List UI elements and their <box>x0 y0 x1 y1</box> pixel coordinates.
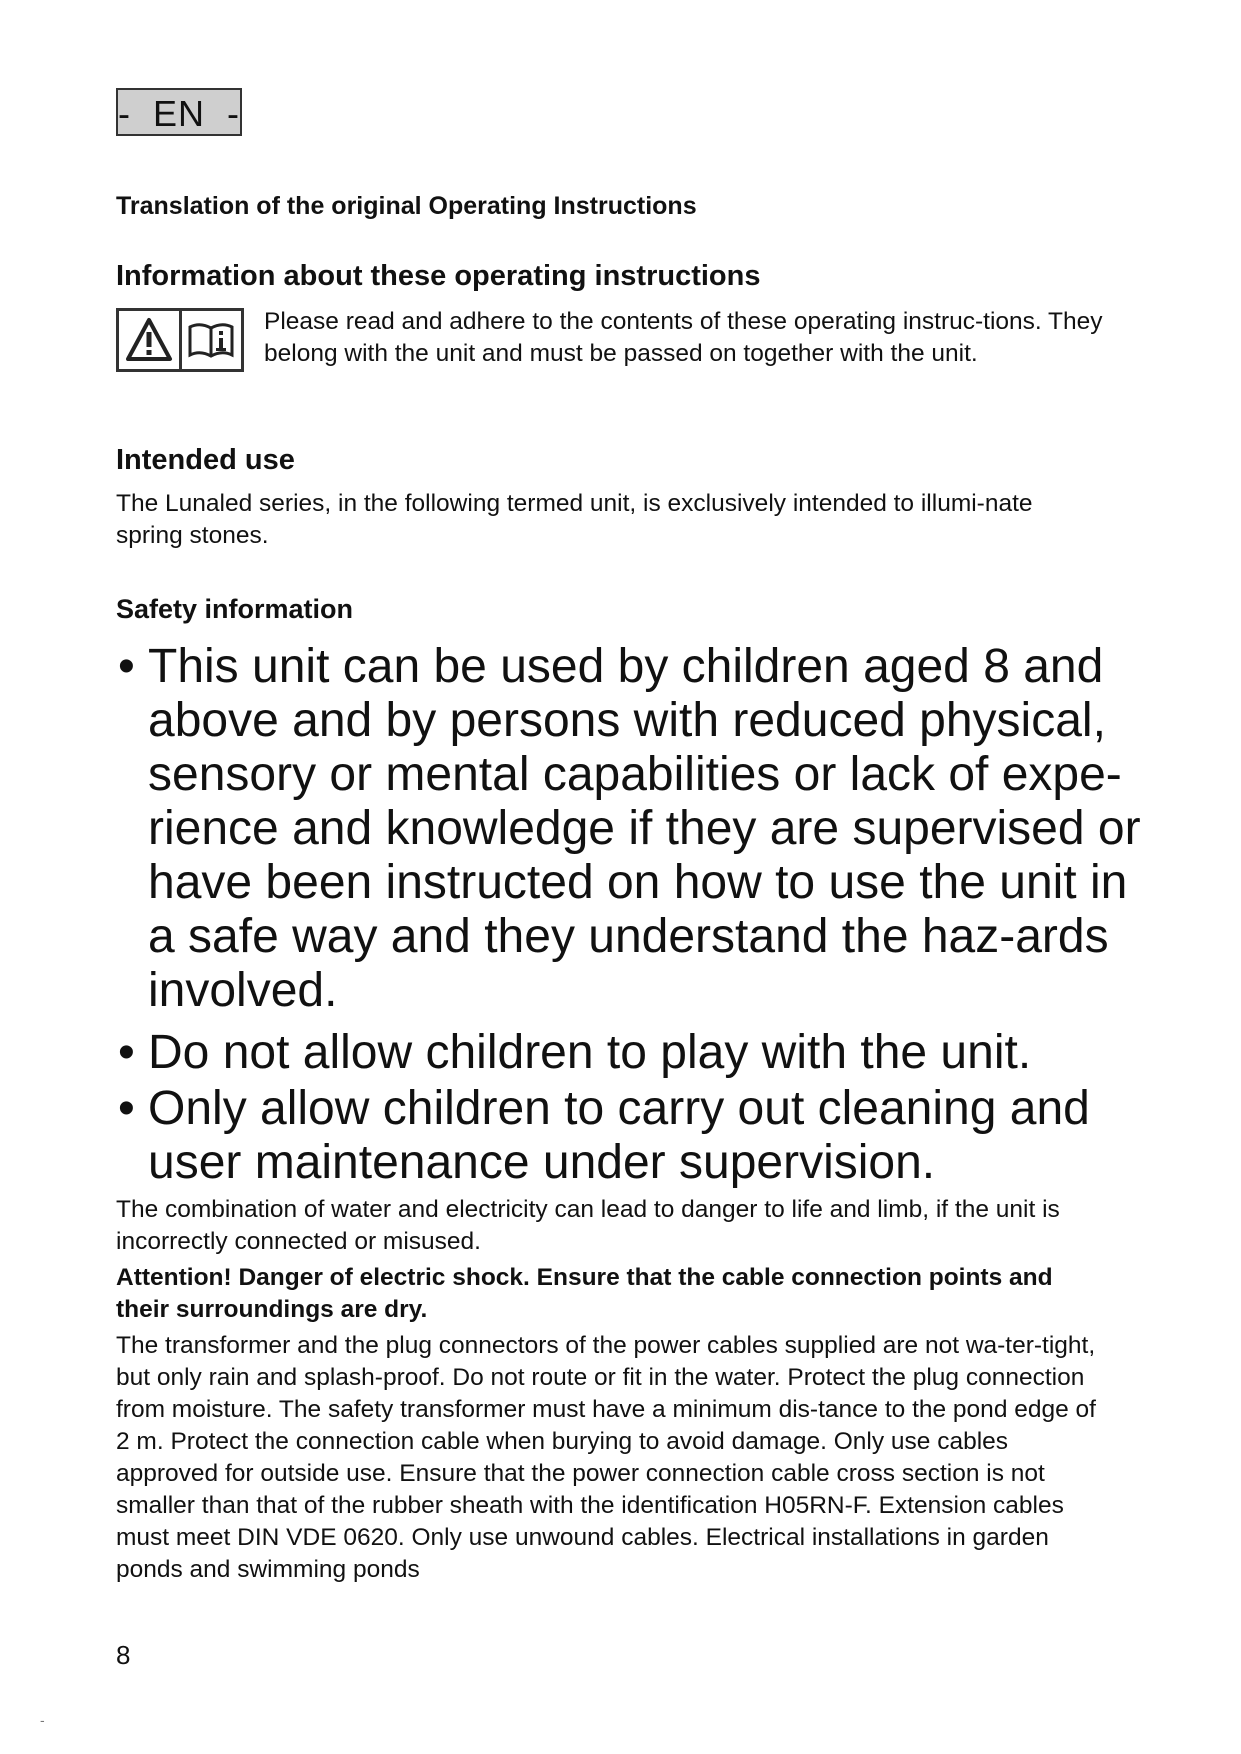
bullet-dot: • <box>118 1082 135 1135</box>
transformer-text: The transformer and the plug connectors of the power cables supplied are not wa-ter-tight, but only rain and splash-proof. Do not route or fit in the water. Protect the plug connection from moisture. The safety transformer must have a minimum dis-tance to the pond edge of 2 m. Protect the connection cable when burying to avoid damage. Only use cables approved for outside use. Ensure that the power connection cable cross section is not smaller than that of the rubber sheath with the identification H05RN-F. Extension cables must meet DIN VDE 0620. Only use unwound cables. Electrical installations in garden ponds and swimming ponds <box>116 1332 1096 1583</box>
water-warning-text: The combination of water and electricity can lead to danger to life and limb, if the unit is incorrectly connected or misused. <box>116 1196 1060 1255</box>
intended-use-text: The Lunaled series, in the following termed unit, is exclusively intended to illumi-nate spring stones. <box>116 490 1033 549</box>
edge-mark: - <box>40 1712 45 1728</box>
document-subtitle: Translation of the original Operating Instructions <box>116 192 697 220</box>
manual-book-icon <box>179 311 242 369</box>
language-tag: - EN - <box>116 88 242 136</box>
page-number: 8 <box>116 1640 131 1670</box>
bullet-text: This unit can be used by children aged 8 and above and by persons with reduced physical, sensory or mental capabilities or lack of expe-rience and knowledge if they are supervised or have been instructed on how to use the unit in a safe way and they understand the haz-ards involved. <box>148 640 1141 1017</box>
info-heading: Information about these operating instructions <box>116 260 761 292</box>
info-text: Please read and adhere to the contents of these operating instruc-tions. They belong with the unit and must be passed on together with the unit. <box>264 308 1103 367</box>
safety-heading: Safety information <box>116 594 354 624</box>
info-icon-group <box>116 308 244 372</box>
attention-warning: Attention! Danger of electric shock. Ensure that the cable connection points and their surroundings are dry. <box>116 1264 1053 1323</box>
warning-triangle-icon <box>119 311 179 369</box>
bullet-dot: • <box>118 640 135 693</box>
bullet-text: Do not allow children to play with the unit. <box>148 1026 1032 1079</box>
intended-use-heading: Intended use <box>116 444 295 476</box>
bullet-dot: • <box>118 1026 135 1079</box>
bullet-text: Only allow children to carry out cleaning and user maintenance under supervision. <box>148 1082 1090 1189</box>
